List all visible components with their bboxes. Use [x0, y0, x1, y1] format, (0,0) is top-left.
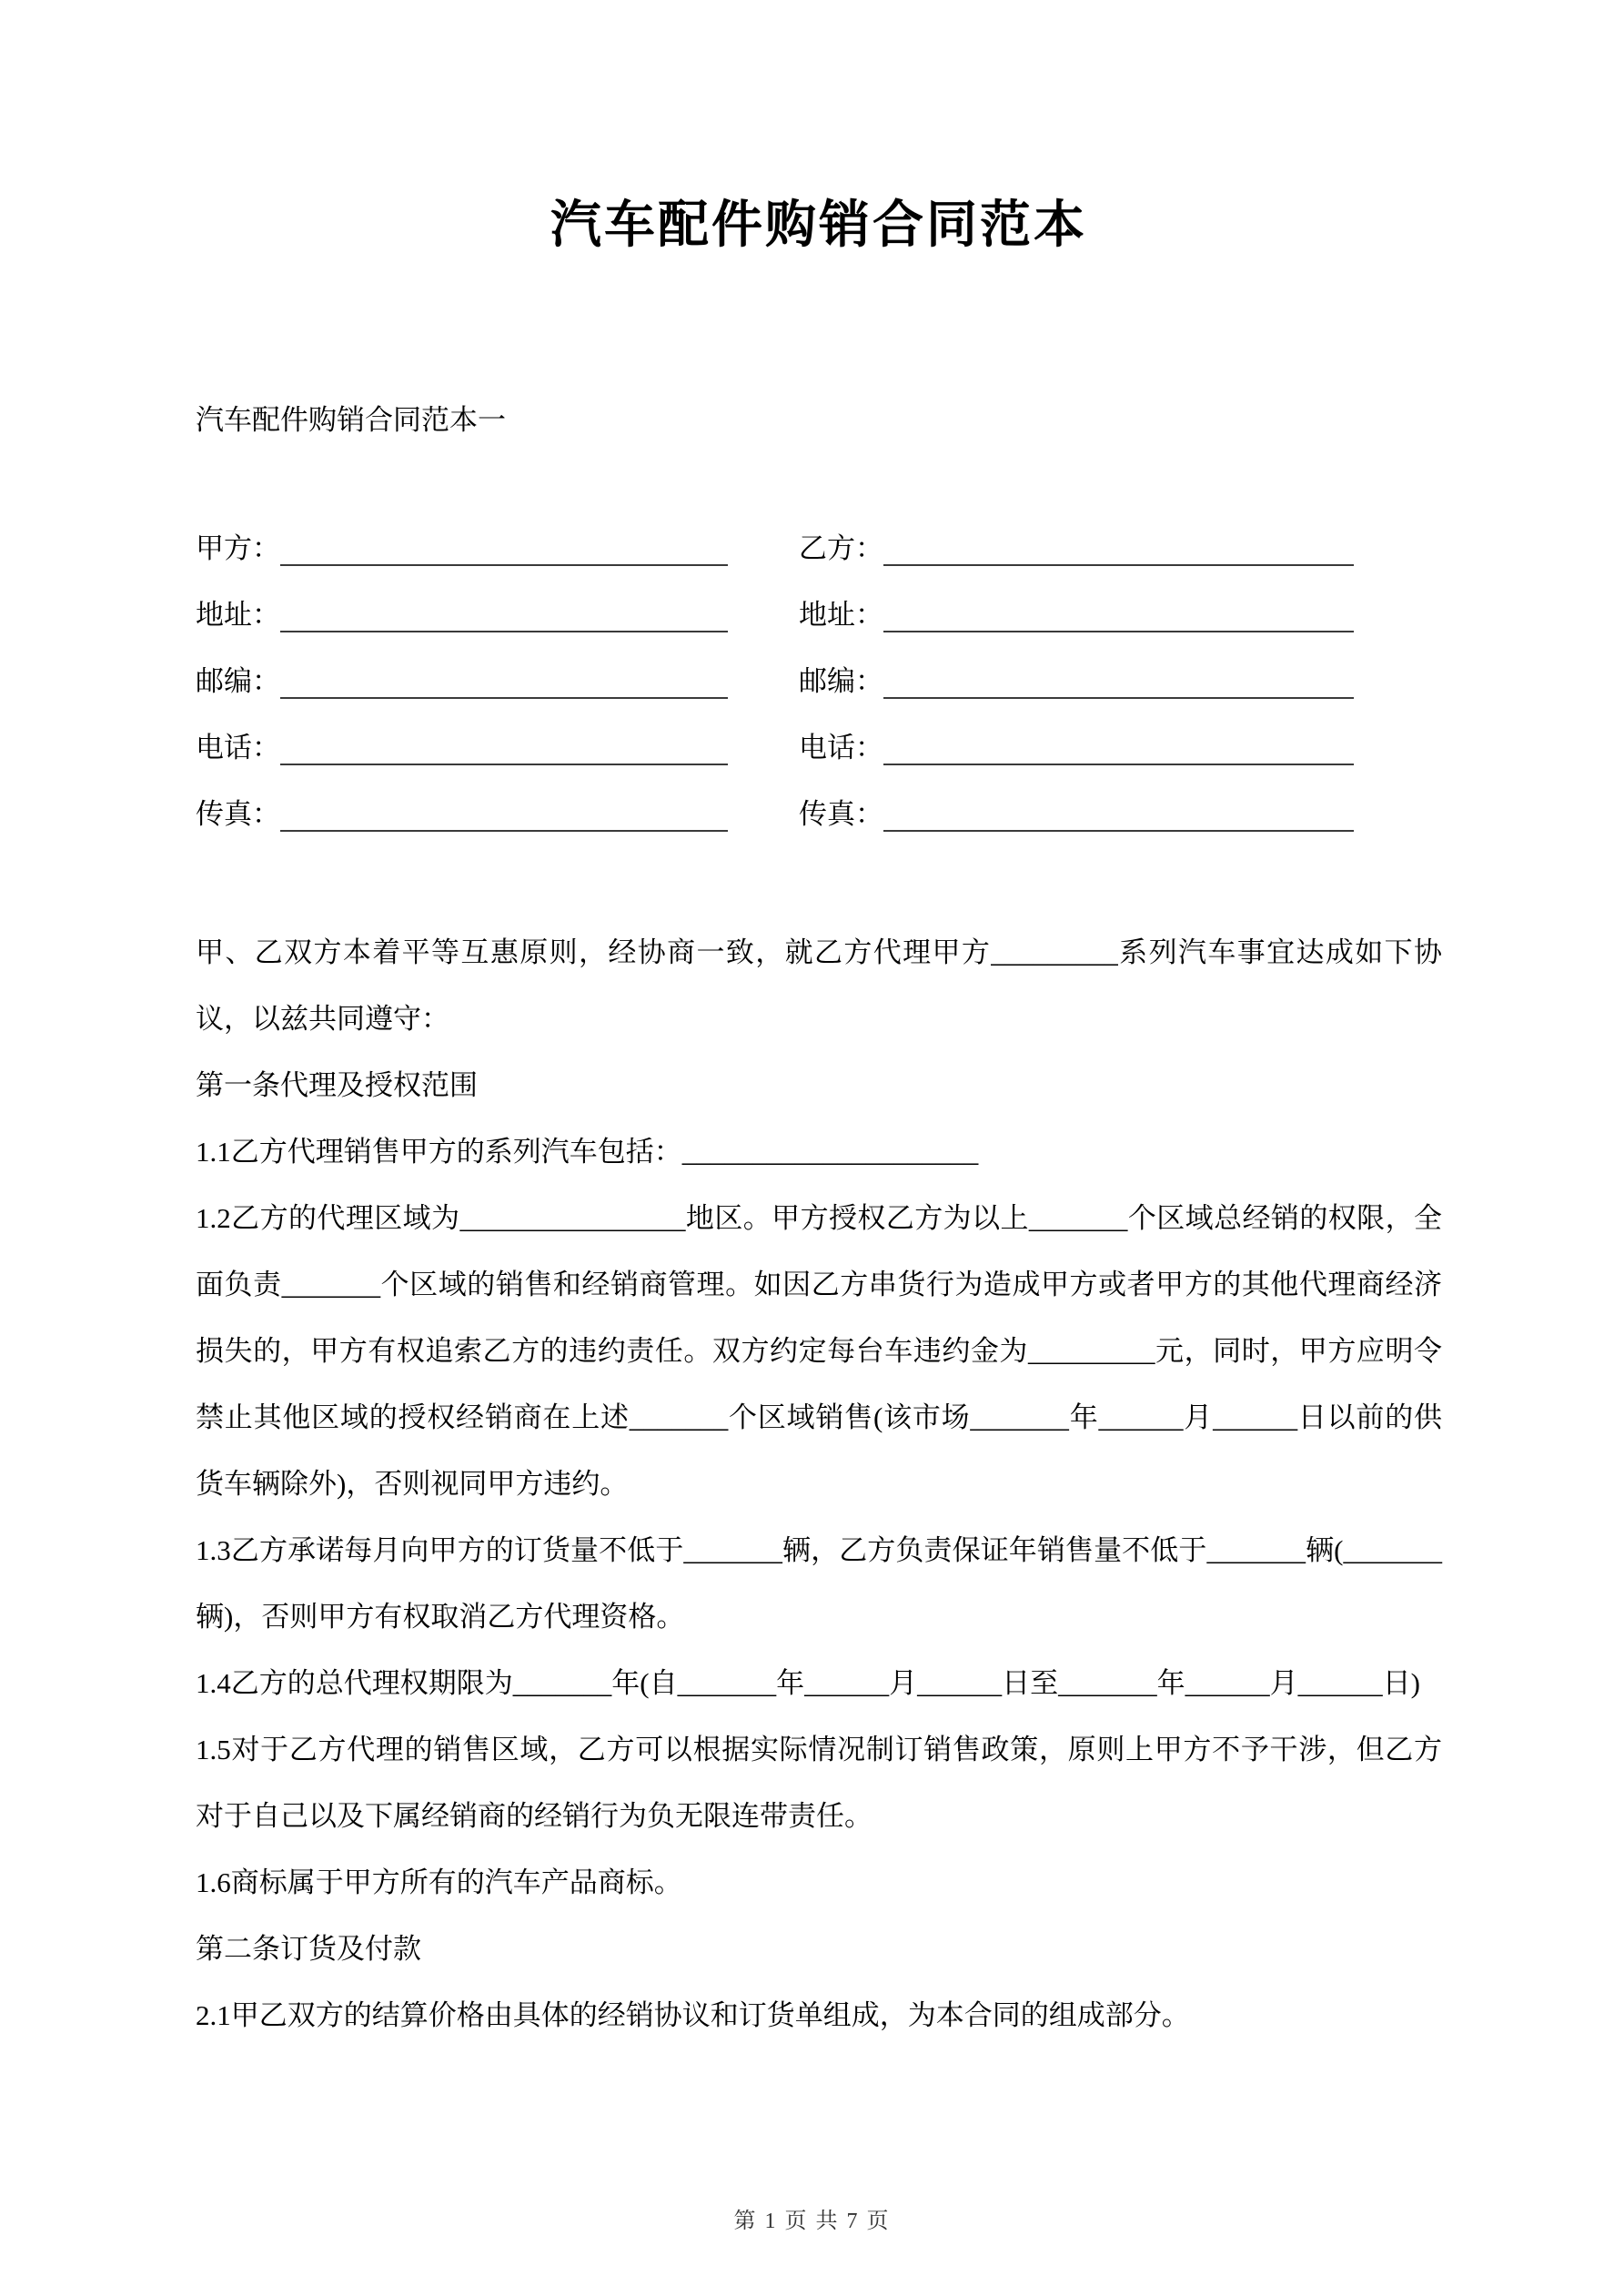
heading-article-1: 第一条代理及授权范围 — [196, 1069, 478, 1101]
party-a-label: 甲方： — [196, 532, 280, 564]
address-a-blank — [280, 600, 728, 632]
fax-a-blank — [280, 799, 728, 832]
phone-a-blank — [280, 733, 728, 765]
fax-a-label: 传真： — [196, 798, 280, 830]
fax-a-cell — [196, 797, 728, 832]
phone-a-cell — [196, 731, 728, 765]
postcode-a-label: 邮编： — [196, 665, 280, 697]
party-a-blank — [280, 533, 728, 566]
clause-1-4: 1.4乙方的总代理权期限为_______年(自_______年______月______日至_______年______月______日) — [196, 1667, 1420, 1699]
party-b-label: 乙方： — [799, 532, 883, 564]
phone-b-cell — [799, 731, 1354, 765]
paragraph-intro: 甲、乙双方本着平等互惠原则，经协商一致，就乙方代理甲方_________系列汽车事宜达成如下协议，以兹共同遵守： — [196, 936, 1442, 1035]
clause-1-1: 1.1乙方代理销售甲方的系列汽车包括：_____________________ — [196, 1136, 979, 1168]
fax-b-cell — [799, 797, 1354, 832]
phone-a-label: 电话： — [196, 732, 280, 764]
document-title: 汽车配件购销合同范本 — [550, 197, 1087, 254]
heading-article-2: 第二条订货及付款 — [196, 1933, 421, 1965]
form-row-phone — [196, 729, 1442, 765]
document-subtitle: 汽车配件购销合同范本一 — [196, 404, 506, 436]
fax-b-blank — [883, 799, 1354, 832]
party-b-blank — [883, 533, 1354, 566]
postcode-b-blank — [883, 666, 1354, 699]
fax-b-label: 传真： — [799, 798, 883, 830]
address-a-label: 地址： — [196, 599, 280, 631]
form-row-party — [196, 530, 1442, 566]
postcode-b-cell — [799, 664, 1354, 699]
address-b-cell — [799, 598, 1354, 632]
clause-1-2: 1.2乙方的代理区域为________________地区。甲方授权乙方为以上_______个区域总经销的权限，全面负责_______个区域的销售和经销商管理。如因乙方串货行为造成甲方或者甲方的其他代理商经济损失的，甲方有权追索乙方的违约责任。双方约定每台车违约金为_________元，同时，甲方应明令禁止其他区域的授权经销商在上述_______个区域销售(该市场_______年______月______日以前的供货车辆除外)，否则视同甲方违约。 — [196, 1202, 1442, 1500]
form-row-fax — [196, 795, 1442, 832]
party-info-form — [196, 530, 1442, 832]
contract-body — [196, 919, 1442, 2048]
address-b-label: 地址： — [799, 599, 883, 631]
form-row-address — [196, 596, 1442, 632]
page-footer: 第 1 页 共 7 页 — [733, 2210, 891, 2233]
phone-b-blank — [883, 733, 1354, 765]
form-row-postcode — [196, 663, 1442, 699]
postcode-a-blank — [280, 666, 728, 699]
address-a-cell — [196, 598, 728, 632]
clause-1-3: 1.3乙方承诺每月向甲方的订货量不低于_______辆，乙方负责保证年销售量不低于_______辆(_______辆)，否则甲方有权取消乙方代理资格。 — [196, 1534, 1442, 1633]
clause-2-1: 2.1甲乙双方的结算价格由具体的经销协议和订货单组成，为本合同的组成部分。 — [196, 1999, 1190, 2031]
clause-1-6: 1.6商标属于甲方所有的汽车产品商标。 — [196, 1866, 682, 1898]
party-a-cell — [196, 531, 728, 566]
phone-b-label: 电话： — [799, 732, 883, 764]
address-b-blank — [883, 600, 1354, 632]
party-b-cell — [799, 531, 1354, 566]
postcode-b-label: 邮编： — [799, 665, 883, 697]
clause-1-5: 1.5对于乙方代理的销售区域，乙方可以根据实际情况制订销售政策，原则上甲方不予干涉，但乙方对于自己以及下属经销商的经销行为负无限连带责任。 — [196, 1734, 1442, 1832]
postcode-a-cell — [196, 664, 728, 699]
